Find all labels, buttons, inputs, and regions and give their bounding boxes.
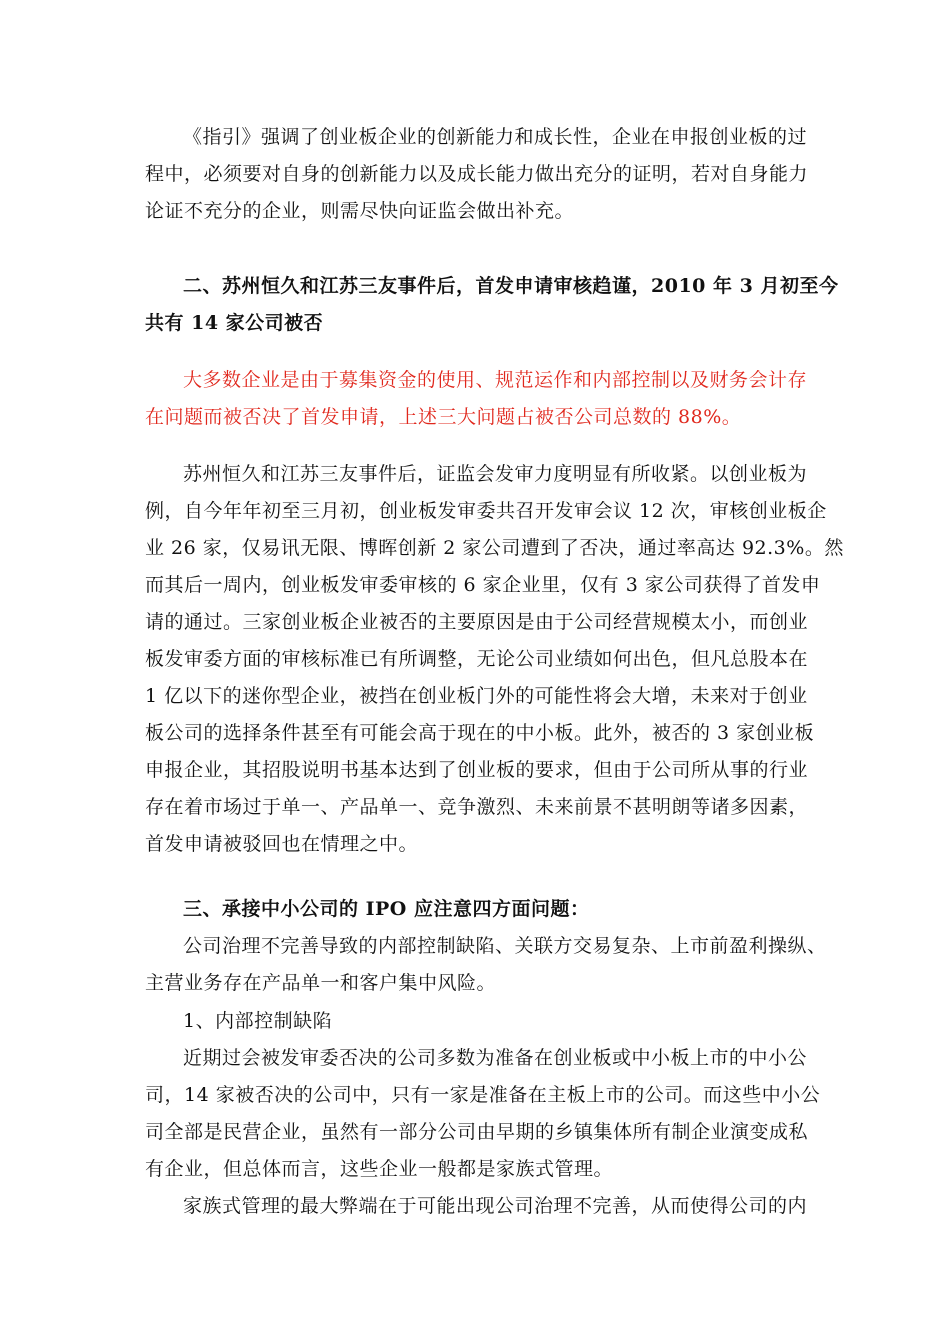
highlighted-line: 在问题而被否决了首发申请，上述三大问题占被否公司总数的 88%。 — [145, 406, 742, 428]
paragraph-line: 存在着市场过于单一、产品单一、竞争激烈、未来前景不甚明朗等诸多因素， — [145, 796, 809, 818]
paragraph-line: 例，自今年年初至三月初，创业板发审委共召开发审会议 12 次，审核创业板企 — [145, 500, 827, 522]
paragraph-line: 苏州恒久和江苏三友事件后，证监会发审力度明显有所收紧。以创业板为 — [183, 463, 808, 485]
section-heading: 三、承接中小公司的 IPO 应注意四方面问题： — [183, 898, 590, 920]
paragraph-line: 业 26 家，仅易讯无限、博晖创新 2 家公司遭到了否决，通过率高达 92.3%。然 — [145, 537, 844, 559]
paragraph-line: 司，14 家被否决的公司中，只有一家是准备在主板上市的公司。而这些中小公 — [145, 1084, 821, 1106]
paragraph-line: 有企业，但总体而言，这些企业一般都是家族式管理。 — [145, 1158, 614, 1180]
paragraph-line: 板公司的选择条件甚至有可能会高于现在的中小板。此外，被否的 3 家创业板 — [145, 722, 815, 744]
paragraph-line: 公司治理不完善导致的内部控制缺陷、关联方交易复杂、上市前盈利操纵、 — [183, 935, 827, 957]
paragraph-line: 首发申请被驳回也在情理之中。 — [145, 833, 419, 855]
paragraph-line: 家族式管理的最大弊端在于可能出现公司治理不完善，从而使得公司的内 — [183, 1195, 808, 1217]
sub-heading: 1、内部控制缺陷 — [183, 1010, 333, 1032]
paragraph-line: 论证不充分的企业，则需尽快向证监会做出补充。 — [145, 200, 575, 222]
highlighted-line: 大多数企业是由于募集资金的使用、规范运作和内部控制以及财务会计存 — [183, 369, 808, 391]
paragraph-line: 板发审委方面的审核标准已有所调整，无论公司业绩如何出色，但凡总股本在 — [145, 648, 809, 670]
paragraph-line: 1 亿以下的迷你型企业，被挡在创业板门外的可能性将会大增，未来对于创业 — [145, 685, 808, 707]
paragraph-line: 《指引》强调了创业板企业的创新能力和成长性，企业在申报创业板的过 — [183, 126, 808, 148]
section-heading: 共有 14 家公司被否 — [145, 312, 324, 334]
paragraph-line: 司全部是民营企业，虽然有一部分公司由早期的乡镇集体所有制企业演变成私 — [145, 1121, 809, 1143]
paragraph-line: 请的通过。三家创业板企业被否的主要原因是由于公司经营规模太小，而创业 — [145, 611, 809, 633]
paragraph-line: 申报企业，其招股说明书基本达到了创业板的要求，但由于公司所从事的行业 — [145, 759, 809, 781]
paragraph-line: 近期过会被发审委否决的公司多数为准备在创业板或中小板上市的中小公 — [183, 1047, 808, 1069]
section-heading: 二、苏州恒久和江苏三友事件后，首发申请审核趋谨，2010 年 3 月初至今 — [183, 275, 839, 297]
paragraph-line: 而其后一周内，创业板发审委审核的 6 家企业里，仅有 3 家公司获得了首发申 — [145, 574, 821, 596]
paragraph-line: 程中，必须要对自身的创新能力以及成长能力做出充分的证明，若对自身能力 — [145, 163, 809, 185]
paragraph-line: 主营业务存在产品单一和客户集中风险。 — [145, 972, 497, 994]
